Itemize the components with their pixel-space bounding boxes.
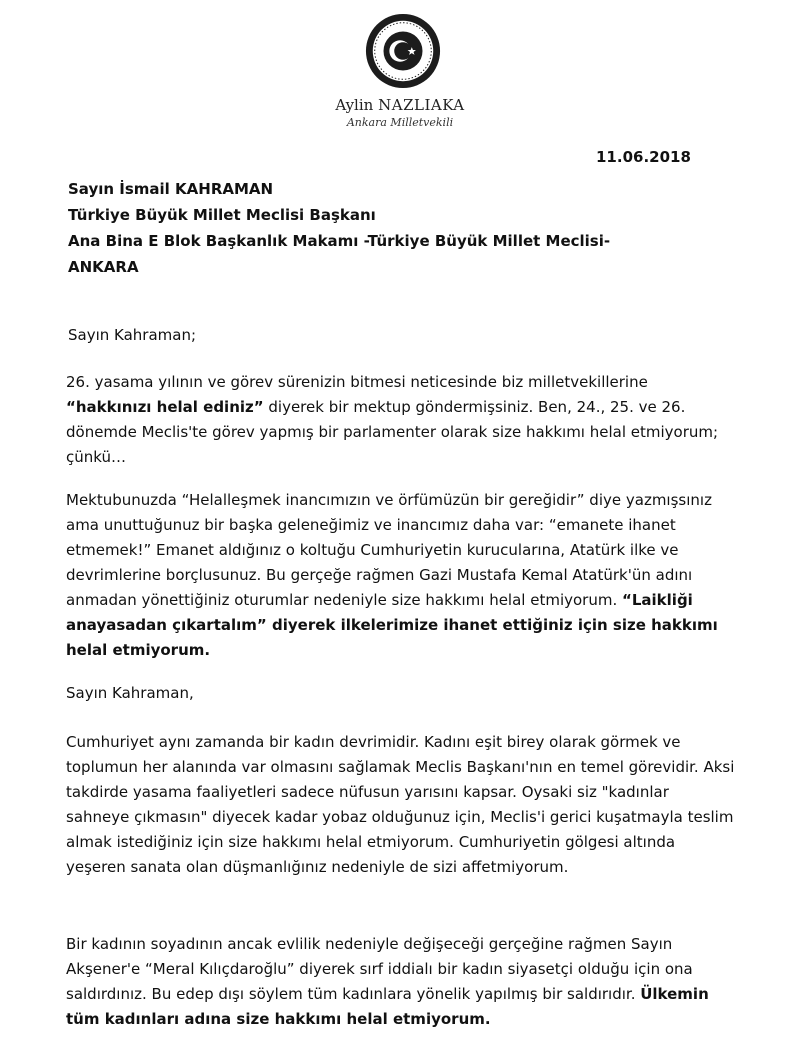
recipient-line-2: Türkiye Büyük Millet Meclisi Başkanı	[68, 206, 376, 224]
letter-date: 11.06.2018	[596, 148, 691, 166]
tbmm-seal-logo	[364, 12, 442, 90]
sender-last-name: NAZLIAKA	[378, 96, 465, 114]
paragraph-2	[66, 488, 736, 663]
salutation-1: Sayın Kahraman;	[68, 326, 197, 344]
p1-text-1: 26. yasama yılının ve görev sürenizin bitmesi neticesinde biz milletvekillerine	[66, 373, 648, 391]
sender-first-name: Aylin	[335, 96, 374, 114]
sender-name	[0, 96, 800, 114]
paragraph-4	[66, 932, 736, 1032]
recipient-line-4: ANKARA	[68, 258, 139, 276]
p3-text-1: Cumhuriyet aynı zamanda bir kadın devrimidir. Kadını eşit birey olarak görmek ve toplumun her alanında var olmasını sağlamak Meclis Başkanı'nın en temel görevidir. Aksi takdirde yasama faaliyetleri sadece nüfusun yarısını kapsar. Oysaki siz "kadınlar sahneye çıkmasın" diyecek kadar yobaz olduğunuz için, Meclis'i gerici kuşatmayla teslim almak istediğiniz için size hakkımı helal etmiyorum. Cumhuriyetin gölgesi altında yeşeren sanata olan düşmanlığınız nedeniyle de sizi affetmiyorum.	[66, 733, 735, 876]
salutation-2: Sayın Kahraman,	[66, 684, 194, 702]
p1-bold-1: “hakkınızı helal ediniz”	[66, 398, 264, 416]
paragraph-3	[66, 730, 736, 880]
p2-bold-1: “Laikliği anayasadan çıkartalım” diyerek ilkelerimize ihanet ettiğiniz için size hakkımı helal etmiyorum.	[66, 591, 718, 659]
p4-bold-1: Ülkemin tüm kadınları adına size hakkımı helal etmiyorum.	[66, 985, 709, 1028]
recipient-line-1: Sayın İsmail KAHRAMAN	[68, 180, 274, 198]
recipient-line-3: Ana Bina E Blok Başkanlık Makamı -Türkiye Büyük Millet Meclisi-	[68, 232, 611, 250]
sender-title: Ankara Milletvekili	[346, 116, 454, 129]
paragraph-1	[66, 370, 736, 470]
p4-text-1: Bir kadının soyadının ancak evlilik nedeniyle değişeceği gerçeğine rağmen Sayın Akşener'e “Meral Kılıçdaroğlu” diyerek sırf iddialı bir kadın siyasetçi olduğu için ona saldırdınız. Bu edep dışı söylem tüm kadınlara yönelik yapılmış bir saldırıdır.	[66, 935, 693, 1003]
p2-text-1: Mektubunuzda “Helalleşmek inancımızın ve örfümüzün bir gereğidir” diye yazmışsınız ama unuttuğunuz bir başka geleneğimiz ve inancımız daha var: “emanete ihanet etmemek!” Emanet aldığınız o koltuğu Cumhuriyetin kurucularına, Atatürk ilke ve devrimlerine borçlusunuz. Bu gerçeğe rağmen Gazi Mustafa Kemal Atatürk'ün adını anmadan yönettiğiniz oturumlar nedeniyle size hakkımı helal etmiyorum.	[66, 491, 712, 609]
p1-text-2: diyerek bir mektup göndermişsiniz. Ben, 24., 25. ve 26. dönemde Meclis'te görev yapmış bir parlamenter olarak size hakkımı helal etmiyorum; çünkü…	[66, 398, 719, 466]
recipient-address	[68, 176, 610, 280]
